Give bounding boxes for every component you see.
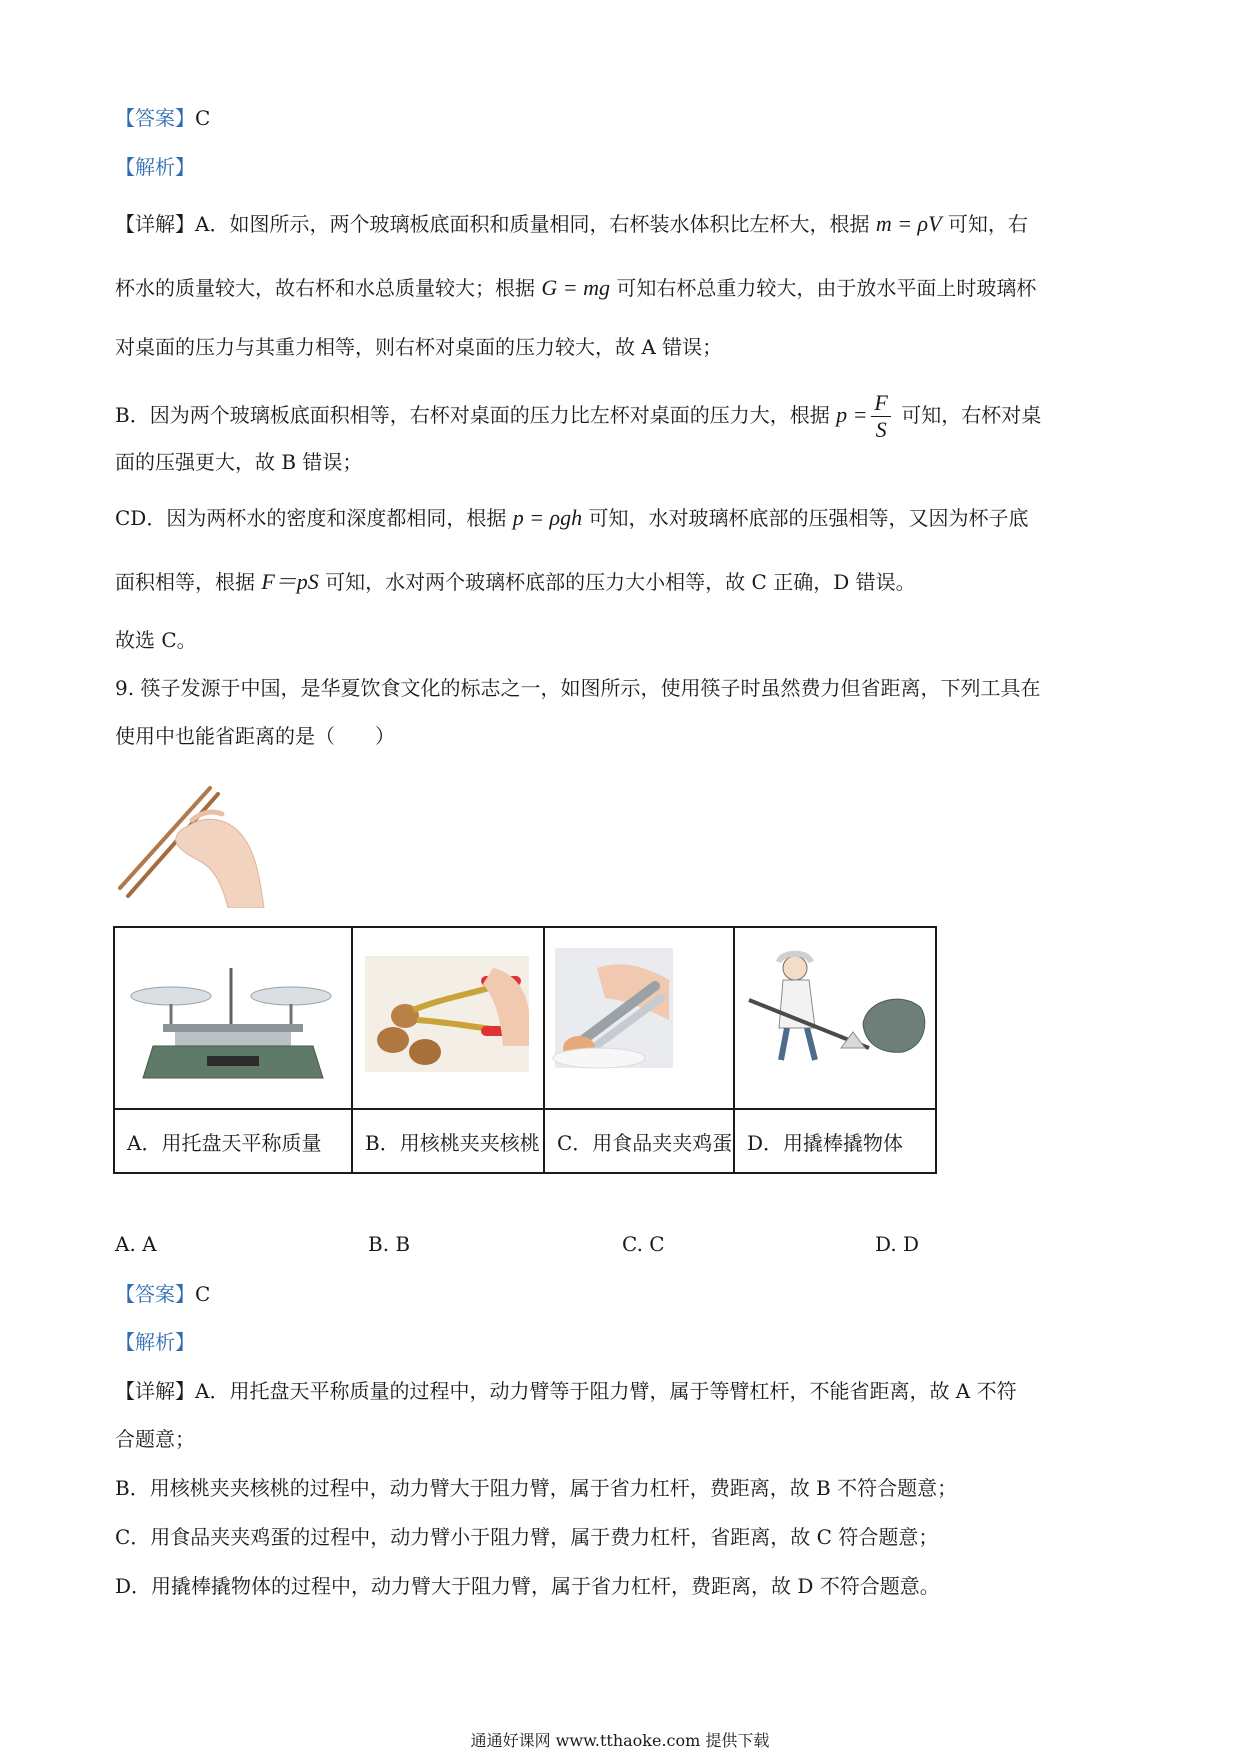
q8-detail-a2: 可知，右 xyxy=(947,212,1028,236)
q9-detail-tag: 【详解】 xyxy=(115,1379,195,1403)
q8-answer-tag: 【答案】 xyxy=(115,106,195,130)
formula-force: F＝pS xyxy=(261,569,319,594)
q8-conclusion: 故选 C。 xyxy=(115,628,197,652)
q8-answer-line xyxy=(115,104,210,132)
formula-mass: m = ρV xyxy=(875,211,942,236)
option-b-image-cell xyxy=(352,927,544,1109)
q9-detail-line-1 xyxy=(115,1377,1017,1405)
q9-stem-line-1: 9. 筷子发源于中国，是华夏饮食文化的标志之一，如图所示，使用筷子时虽然费力但省距离，下列工具在 xyxy=(115,676,1041,700)
q8-detail-cd2: 可知，水对玻璃杯底部的压强相等，又因为杯子底 xyxy=(588,506,1029,530)
q9-detail-d1: A．用托盘天平称质量的过程中，动力臂等于阻力臂，属于等臂杠杆，不能省距离，故 A 不符 xyxy=(195,1379,1017,1403)
q8-detail-line-6 xyxy=(115,504,1028,532)
q9-detail-line-4: C．用食品夹夹鸡蛋的过程中，动力臂小于阻力臂，属于费力杠杆，省距离，故 C 符合题意； xyxy=(115,1525,939,1549)
q8-analysis-tag: 【解析】 xyxy=(115,155,195,179)
q9-detail-line-2: 合题意； xyxy=(115,1427,195,1451)
q8-detail-line-7 xyxy=(115,568,916,596)
q9-stem-line-2: 使用中也能省距离的是（ ） xyxy=(115,724,395,748)
q8-detail-line-5: 面的压强更大，故 B 错误； xyxy=(115,450,363,474)
q8-detail-cd1: CD．因为两杯水的密度和深度都相同，根据 xyxy=(115,506,507,530)
balance-scale-image xyxy=(115,928,351,1104)
formula-weight: G = mg xyxy=(541,275,610,300)
q8-detail-cd4: 可知，水对两个玻璃杯底部的压力大小相等，故 C 正确，D 错误。 xyxy=(325,570,916,594)
fraction-numerator: F xyxy=(871,392,890,417)
choice-b: B. B xyxy=(368,1232,411,1256)
fraction-denominator: S xyxy=(875,417,887,442)
option-d-label: D．用撬棒撬物体 xyxy=(734,1109,936,1173)
q8-detail-cd3: 面积相等，根据 xyxy=(115,570,255,594)
q9-answer-line xyxy=(115,1280,210,1308)
choice-a: A. A xyxy=(115,1232,157,1256)
q9-analysis-tag: 【解析】 xyxy=(115,1330,195,1354)
formula-fraction xyxy=(871,392,890,441)
page-footer: 通通好课网 www.tthaoke.com 提供下载 xyxy=(470,1731,770,1750)
crowbar-lever-image xyxy=(735,928,935,1104)
q8-detail-a4: 可知右杯总重力较大，由于放水平面上时玻璃杯 xyxy=(616,276,1037,300)
option-a-label: A．用托盘天平称质量 xyxy=(114,1109,352,1173)
q8-detail-line-1 xyxy=(115,210,1028,238)
q8-detail-line-4 xyxy=(115,392,1041,441)
q8-detail-line-2 xyxy=(115,274,1036,302)
option-a-image-cell xyxy=(114,927,352,1109)
q8-detail-line-3: 对桌面的压力与其重力相等，则右杯对桌面的压力较大，故 A 错误； xyxy=(115,335,723,359)
q8-answer-value: C xyxy=(195,106,211,130)
choice-d: D. D xyxy=(875,1232,920,1256)
q9-answer-value: C xyxy=(195,1282,211,1306)
option-b-label: B．用核桃夹夹核桃 xyxy=(352,1109,544,1173)
options-table xyxy=(113,926,937,1174)
food-tongs-image xyxy=(545,928,733,1104)
q8-detail-b1: B．因为两个玻璃板底面积相等，右杯对桌面的压力比左杯对桌面的压力大，根据 xyxy=(115,403,830,427)
formula-p: p = xyxy=(836,402,868,427)
q8-detail-a3: 杯水的质量较大，故右杯和水总质量较大；根据 xyxy=(115,276,535,300)
option-c-image-cell xyxy=(544,927,734,1109)
q9-answer-tag: 【答案】 xyxy=(115,1282,195,1306)
q8-detail-tag: 【详解】 xyxy=(115,212,195,236)
nutcracker-image xyxy=(353,928,543,1104)
q9-detail-line-5: D．用撬棒撬物体的过程中，动力臂大于阻力臂，属于省力杠杆，费距离，故 D 不符合题意。 xyxy=(115,1574,940,1598)
option-d-image-cell xyxy=(734,927,936,1109)
option-c-label: C．用食品夹夹鸡蛋 xyxy=(544,1109,734,1173)
formula-pressure: p = ρgh xyxy=(512,505,583,530)
q9-detail-line-3: B．用核桃夹夹核桃的过程中，动力臂大于阻力臂，属于省力杠杆，费距离，故 B 不符合题意； xyxy=(115,1476,958,1500)
choice-c: C. C xyxy=(622,1232,665,1256)
q8-detail-a1: A．如图所示，两个玻璃板底面积和质量相同，右杯装水体积比左杯大，根据 xyxy=(195,212,870,236)
q8-detail-b2: 可知，右杯对桌 xyxy=(901,403,1042,427)
chopsticks-image xyxy=(118,784,268,908)
